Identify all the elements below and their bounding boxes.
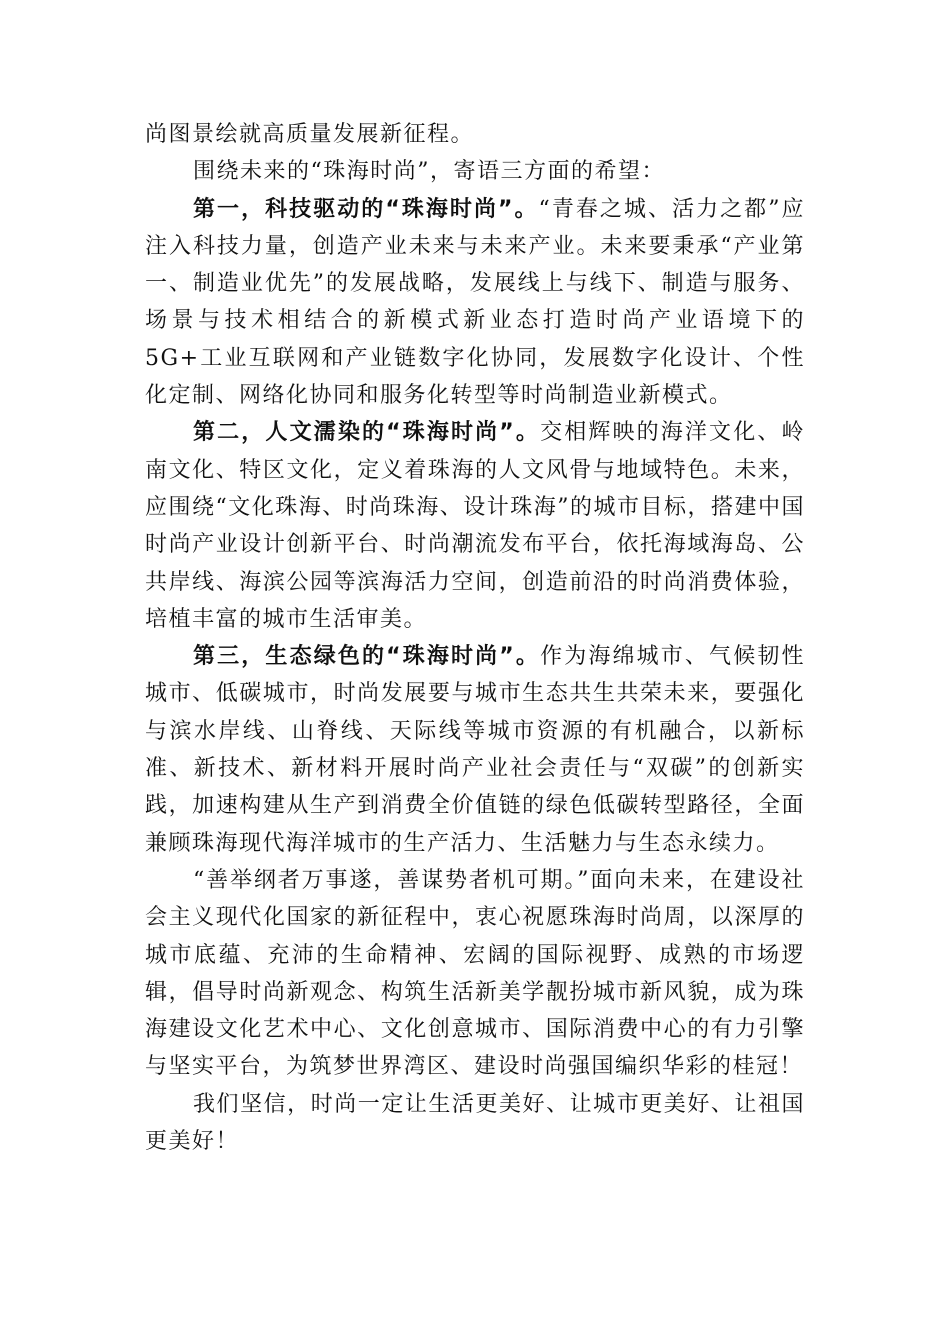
paragraph-text: 作为海绵城市、气候韧性城市、低碳城市，时尚发展要与城市生态共生共荣未来，要强化与滨水岸线、山脊线、天际线等城市资源的有机融合，以新标准、新技术、新材料开展时尚产业社会责任与“双碳”的创新实践，加速构建从生产到消费全价值链的绿色低碳转型路径，全面兼顾珠海现代海洋城市的生产活力、生活魅力与生态永续力。 — [145, 644, 805, 856]
paragraph-second-point — [145, 414, 805, 638]
paragraph-first-point — [145, 191, 805, 415]
paragraph-text: 尚图景绘就高质量发展新征程。 — [145, 122, 475, 147]
paragraph-text: “善举纲者万事遂，善谋势者机可期。”面向未来，在建设社会主义现代化国家的新征程中，衷心祝愿珠海时尚周，以深厚的城市底蕴、充沛的生命精神、宏阔的国际视野、成熟的市场逻辑，倡导时尚新观念、构筑生活新美学靓扮城市新风貌，成为珠海建设文化艺术中心、文化创意城市、国际消费中心的有力引擎与坚实平台，为筑梦世界湾区、建设时尚强国编织华彩的桂冠！ — [145, 867, 805, 1080]
paragraph-intro — [145, 153, 805, 190]
paragraph-third-point — [145, 638, 805, 862]
paragraph-continuation — [145, 116, 805, 153]
paragraph-text: 交相辉映的海洋文化、岭南文化、特区文化，定义着珠海的人文风骨与地域特色。未来，应围绕“文化珠海、时尚珠海、设计珠海”的城市目标，搭建中国时尚产业设计创新平台、时尚潮流发布平台，依托海域海岛、公共岸线、海滨公园等滨海活力空间，创造前沿的时尚消费体验，培植丰富的城市生活审美。 — [145, 420, 805, 632]
paragraph-heading: 第二，人文濡染的“珠海时尚”。 — [193, 420, 541, 446]
paragraph-text: 我们坚信，时尚一定让生活更美好、让城市更美好、让祖国更美好！ — [145, 1091, 805, 1155]
paragraph-text: “青春之城、活力之都”应注入科技力量，创造产业未来与未来产业。未来要秉承“产业第一、制造业优先”的发展战略，发展线上与线下、制造与服务、场景与技术相结合的新模式新业态打造时尚产业语境下的5G+工业互联网和产业链数字化协同，发展数字化设计、个性化定制、网络化协同和服务化转型等时尚制造业新模式。 — [145, 196, 805, 409]
paragraph-text: 围绕未来的“珠海时尚”，寄语三方面的希望： — [193, 159, 665, 185]
paragraph-heading: 第一，科技驱动的“珠海时尚”。 — [193, 196, 539, 222]
paragraph-closing — [145, 1086, 805, 1161]
paragraph-heading: 第三，生态绿色的“珠海时尚”。 — [193, 644, 541, 670]
document-body — [145, 116, 805, 1160]
paragraph-wish — [145, 862, 805, 1086]
